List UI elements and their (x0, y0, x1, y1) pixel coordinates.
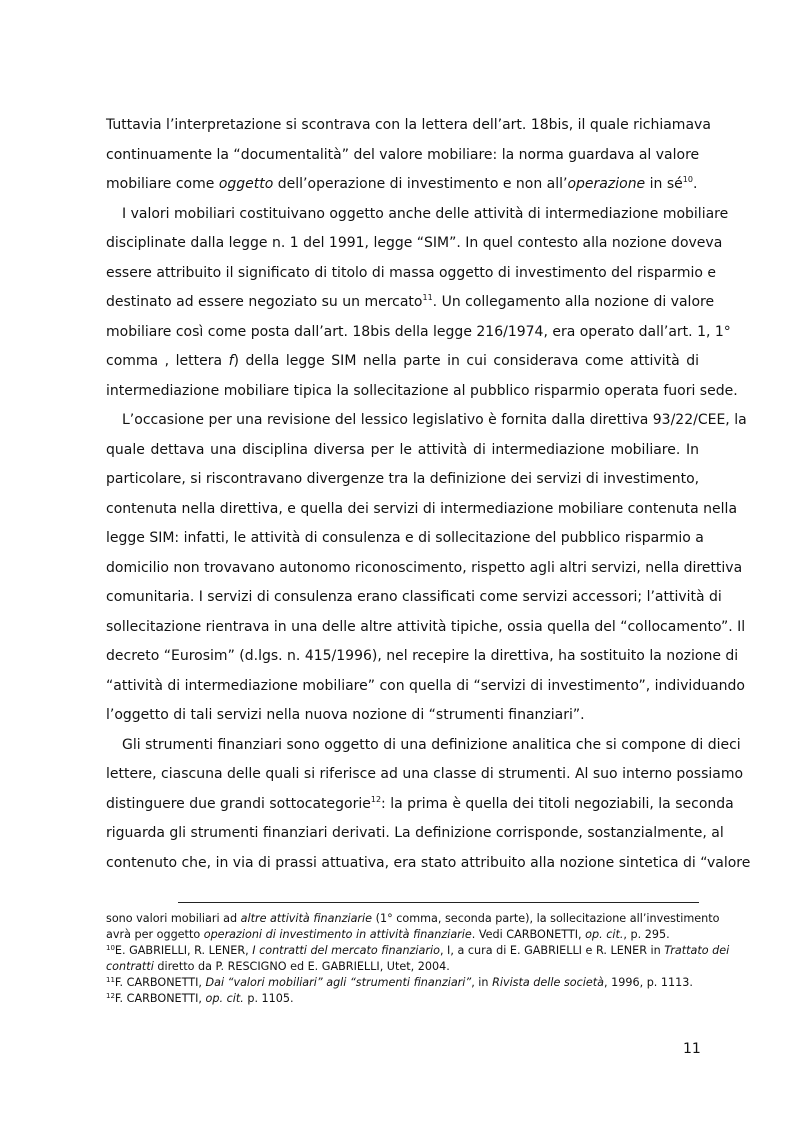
text-line: legge SIM: infatti, le attività di consulenza e di sollecitazione del pubblico risparmio a (106, 530, 704, 546)
text-line: Gli strumenti finanziari sono oggetto di una definizione analitica che si compone di dieci (122, 736, 741, 753)
text-line: decreto “Eurosim” (d.lgs. n. 415/1996), nel recepire la direttiva, ha sostituito la nozione di (106, 648, 739, 664)
paragraph (106, 406, 747, 731)
text-line: intermediazione mobiliare tipica la sollecitazione al pubblico risparmio operata fuori sede. (106, 382, 738, 399)
text-line: disciplinate dalla legge n. 1 del 1991, legge “SIM”. In quel contesto alla nozione doveva (106, 235, 723, 251)
footnote-ref: 11 (106, 976, 115, 984)
text-line: continuamente la “documentalità” del valore mobiliare: la norma guardava al valore (106, 146, 700, 163)
footnote-line: avrà per oggetto operazioni di investimento in attività finanziarie. Vedi CARBONETTI, op. cit., p. 295. (106, 928, 670, 941)
text-line: lettere, ciascuna delle quali si riferisce ad una classe di strumenti. Al suo interno possiamo (106, 766, 744, 782)
text-line: quale dettava una disciplina diversa per le attività di intermediazione mobiliare. In (106, 441, 699, 458)
text-line: sollecitazione rientrava in una delle altre attività tipiche, ossia quella del “collocamento”. Il (106, 618, 746, 635)
text-line: mobiliare come oggetto dell’operazione di investimento e non all’operazione in $sé^{10}$. (106, 175, 698, 192)
footnote-line: $^{12}$F. CARBONETTI, op. cit. p. 1105. (106, 992, 294, 1005)
footnote-ref: 11 (422, 293, 433, 302)
page-number: 11 (683, 1041, 701, 1057)
paragraph (106, 731, 751, 879)
text-line: domicilio non trovavano autonomo riconoscimento, rispetto agli altri servizi, nella direttiva (106, 559, 743, 576)
text-line: particolare, si riscontravano divergenze tra la definizione dei servizi di investimento, (106, 471, 700, 487)
paragraph (106, 200, 738, 407)
text-line: distinguere due grandi sottocategorie$^{12}$: la prima è quella dei titoli negoziabili, la seconda (106, 794, 734, 812)
paragraph (106, 111, 711, 200)
text-line: contenuta nella direttiva, e quella dei servizi di intermediazione mobiliare contenuta nella (106, 500, 738, 517)
text-line: l’oggetto di tali servizi nella nuova nozione di “strumenti finanziari”. (106, 707, 585, 723)
footnote-line: $^{11}$F. CARBONETTI, Dai “valori mobiliari” agli “strumenti finanziari”, in Rivista delle società, 1996, p. 1113. (106, 976, 693, 989)
text-line: contenuto che, in via di prassi attuativa, era stato attribuito alla nozione sintetica di “valore (106, 854, 751, 871)
footnote-separator (178, 902, 699, 903)
footnote-ref: 12 (370, 794, 382, 804)
footnote-line: $^{10}$E. GABRIELLI, R. LENER, I contratti del mercato finanziario, I, a cura di E. GABRIELLI e R. LENER in Trattato dei (106, 944, 730, 957)
text-line: comunitaria. I servizi di consulenza erano classificati come servizi accessori; l’attività di (106, 589, 722, 605)
text-line: “attività di intermediazione mobiliare” con quella di “servizi di investimento”, individuando (106, 677, 745, 694)
footnote-ref: 10 (106, 944, 115, 952)
footnotes (106, 911, 730, 1007)
text-line: Tuttavia l’interpretazione si scontrava con la lettera dell’art. 18bis, il quale richiamava (106, 117, 711, 133)
text-line: L’occasione per una revisione del lessico legislativo è fornita dalla direttiva 93/22/CEE, la (122, 412, 747, 428)
footnote-line: sono valori mobiliari ad altre attività finanziarie (1° comma, seconda parte), la sollecitazione all’investimento (106, 912, 720, 925)
footnote-ref: 10 (682, 175, 693, 184)
text-line: destinato ad essere negoziato su un mercato$^{11}$. Un collegamento alla nozione di valore (106, 293, 715, 310)
text-line: mobiliare così come posta dall’art. 18bis della legge 216/1974, era operato dall’art. 1, 1° (106, 323, 731, 340)
body-text (106, 111, 751, 878)
text-line: riguarda gli strumenti finanziari derivati. La definizione corrisponde, sostanzialmente, al (106, 825, 724, 841)
footnote-ref: 12 (106, 992, 115, 1000)
text-line: I valori mobiliari costituivano oggetto anche delle attività di intermediazione mobiliare (122, 205, 729, 222)
text-line: essere attribuito il significato di titolo di massa oggetto di investimento del risparmio e (106, 264, 717, 281)
text-line: comma , lettera f) della legge SIM nella parte in cui considerava come attività di (106, 353, 699, 369)
footnote-line: contratti diretto da P. RESCIGNO ed E. GABRIELLI, Utet, 2004. (106, 960, 450, 973)
